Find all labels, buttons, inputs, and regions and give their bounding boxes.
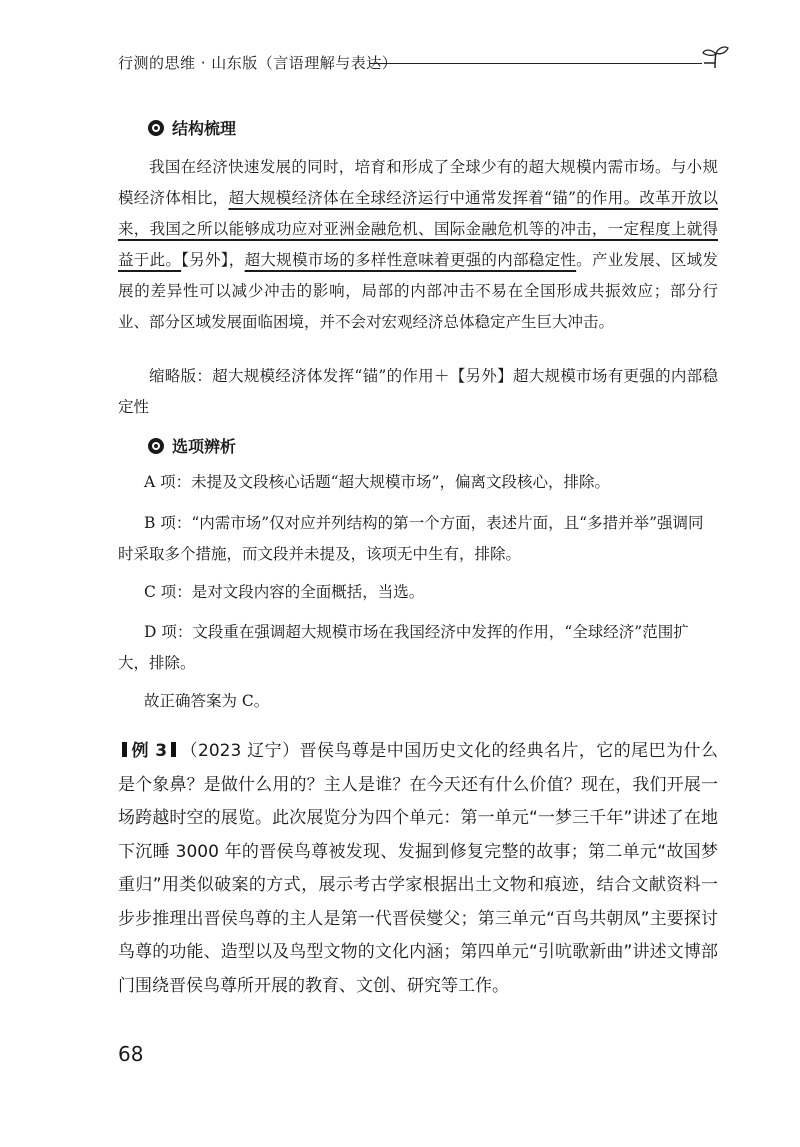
structure-badge-icon [148,120,164,136]
option-b: B 项：“内需市场”仅对应并列结构的第一个方面，表述片面，且“多措并举”强调同时采取多个措施，而文段并未提及，该项无中生有，排除。 [118,514,704,563]
underlined-sentence-2: 超大规模市场的多样性意味着更强的内部稳定性 [244,251,577,269]
option-a: A 项：未提及文段核心话题“超大规模市场”，偏离文段核心，排除。 [144,473,610,491]
structure-heading: 结构梳理 [148,116,236,139]
header-rule [370,63,702,64]
example-label: 例 3 [118,741,180,761]
example-bar-left [122,742,127,757]
page-header [118,44,728,84]
sprout-icon [700,44,730,74]
example-paragraph [118,735,718,1003]
structure-paragraph: 我国在经济快速发展的同时，培育和形成了全球少有的超大规模内需市场。与小规模经济体相比，超大规模经济体在全球经济运行中通常发挥着“锚”的作用。改革开放以来，我国之所以能够成功应对亚洲金融危机、国际金融危机等的冲击，一定程度上就得益于此。【另外】，超大规模市场的多样性意味着更强的内部稳定性。产业发展、区域发展的差异性可以减少冲击的影响，局部的内部冲击不易在全国形成共振效应；部分行业、部分区域发展面临困境，并不会对宏观经济总体稳定产生巨大冲击。 [118,158,718,331]
option-c: C 项：是对文段内容的全面概括，当选。 [144,583,425,601]
example-text: （2023 辽宁）晋侯鸟尊是中国历史文化的经典名片，它的尾巴为什么是个象鼻？是做什么用的？主人是谁？在今天还有什么价值？现在，我们开展一场跨越时空的展览。此次展览分为四个单元：第一单元“一梦三千年”讲述了在地下沉睡 3000 年的晋侯鸟尊被发现、发掘到修复完整的故事；第二单元“故国梦重归”用类似破案的方式，展示考古学家根据出土文物和痕迹，结合文献资料一步步推理出晋侯鸟尊的主人是第一代晋侯燮父；第三单元“百鸟共朝凤”主要探讨鸟尊的功能、造型以及鸟型文物的文化内涵；第四单元“引吭歌新曲”讲述文博部门围绕晋侯鸟尊所开展的教育、文创、研究等工作。 [118,741,719,996]
option-d: D 项：文段重在强调超大规模市场在我国经济中发挥的作用，“全球经济”范围扩大，排除。 [118,623,689,672]
options-badge-icon [148,438,164,454]
example-bar-right [171,742,176,757]
options-heading: 选项辨析 [148,434,236,457]
summary-paragraph: 缩略版：超大规模经济体发挥“锚”的作用＋【另外】超大规模市场有更强的内部稳定性 [118,367,718,416]
underlined-sentence-1: 超大规模经济体在全球经济运行中通常发挥着“锚”的作用。改革开放以来，我国之所以能够成功应对亚洲金融危机、国际金融危机等的冲击，一定程度上就得益于此。 [118,189,718,269]
page-number: 68 [118,1042,144,1066]
answer-line: 故正确答案为 C。 [144,692,270,710]
header-title: 行测的思维 · 山东版（言语理解与表达） [118,54,398,72]
